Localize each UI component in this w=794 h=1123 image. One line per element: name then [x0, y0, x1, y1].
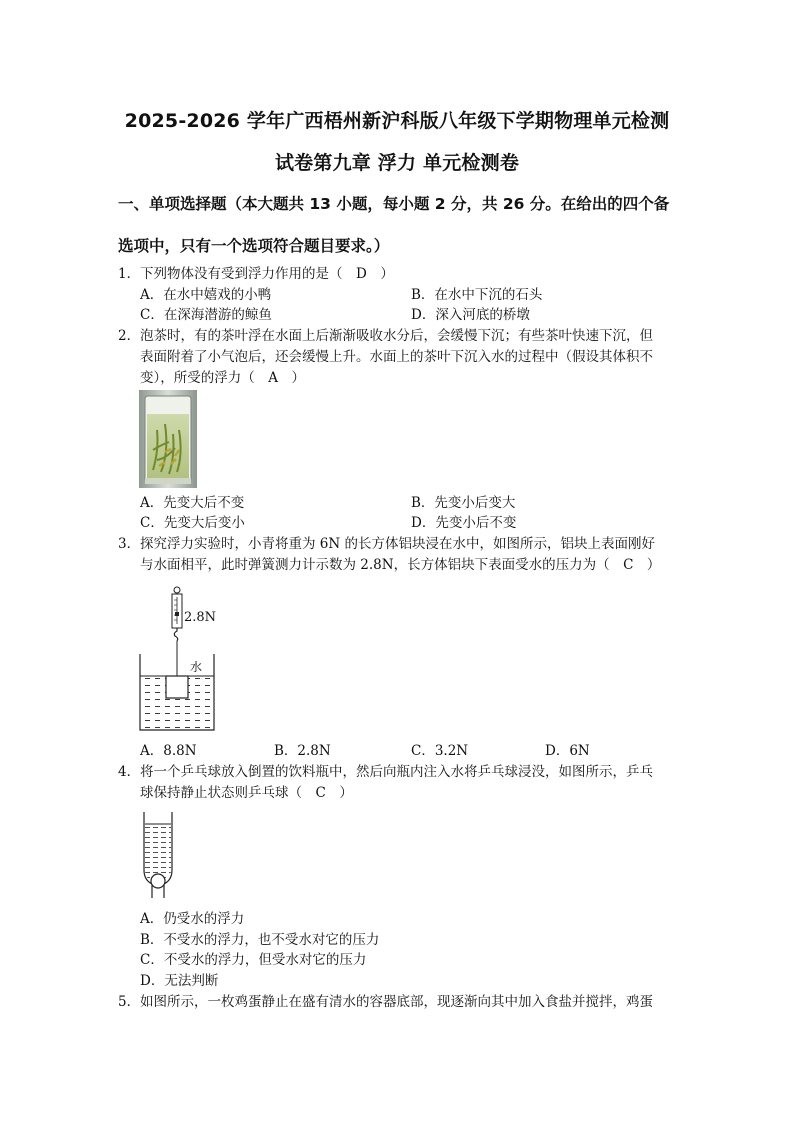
- option-b: B．不受水的浮力，也不受水对它的压力: [140, 932, 380, 948]
- question-stem-line1: 将一个乒乓球放入倒置的饮料瓶中，然后向瓶内注入水将乒乓球浸没，如图所示，乒乓: [140, 764, 653, 780]
- question-stem-line2: 球保持静止状态则乒乓球（ C ）: [140, 785, 353, 801]
- question-stem: 下列物体没有受到浮力作用的是（ D ）: [140, 266, 394, 282]
- section-heading-line2: 选项中，只有一个选项符合题目要求。）: [118, 237, 390, 255]
- question-stem-line3: 变），所受的浮力（ A ）: [140, 370, 305, 386]
- question-number: 3．: [118, 536, 141, 552]
- question-number: 5．: [118, 994, 141, 1010]
- document-title-line2: 试卷第九章 浮力 单元检测卷: [274, 152, 520, 174]
- option-c: C．不受水的浮力，但受水对它的压力: [140, 952, 367, 968]
- water-label: 水: [190, 660, 203, 674]
- option-b: B．先变小后变大: [411, 495, 516, 511]
- section-heading-line1: 一、单项选择题（本大题共 13 小题，每小题 2 分，共 26 分。在给出的四个备: [118, 195, 670, 213]
- question-stem-line1: 如图所示，一枚鸡蛋静止在盛有清水的容器底部，现逐渐向其中加入食盐并搅拌，鸡蛋: [140, 994, 653, 1010]
- option-a: A．在水中嬉戏的小鸭: [140, 287, 272, 303]
- option-a: A．仍受水的浮力: [140, 911, 245, 927]
- question-number: 1．: [118, 266, 141, 282]
- tea-glass-photo: [139, 390, 197, 488]
- document-title-line1: 2025-2026 学年广西梧州新沪科版八年级下学期物理单元检测: [124, 110, 670, 132]
- question-stem-line1: 泡茶时，有的茶叶浮在水面上后渐渐吸收水分后，会缓慢下沉；有些茶叶快速下沉，但: [140, 328, 653, 344]
- option-d: D．深入河底的桥墩: [411, 307, 530, 323]
- option-d: D．无法判断: [140, 973, 219, 989]
- option-a: A．先变大后不变: [140, 495, 245, 511]
- question-stem-line2: 表面附着了小气泡后，还会缓慢上升。水面上的茶叶下沉入水的过程中（假设其体积不: [140, 349, 653, 365]
- option-b: B．在水中下沉的石头: [411, 287, 543, 303]
- question-stem-line1: 探究浮力实验时，小青将重为 6N 的长方体铝块浸在水中，如图所示，铝块上表面刚好: [140, 536, 655, 552]
- option-c: C．先变大后变小: [140, 515, 245, 531]
- question-number: 2．: [118, 328, 141, 344]
- option-d: D．6N: [545, 743, 590, 759]
- option-a: A．8.8N: [140, 743, 197, 759]
- inverted-bottle-figure: [136, 810, 182, 902]
- question-stem-line2: 与水面相平，此时弹簧测力计示数为 2.8N，长方体铝块下表面受水的压力为（ C ）: [140, 557, 661, 573]
- question-number: 4．: [118, 764, 141, 780]
- spring-scale-figure: [134, 584, 234, 734]
- option-c: C．在深海潜游的鲸鱼: [140, 307, 272, 323]
- scale-reading-label: 2.8N: [184, 610, 217, 625]
- option-c: C．3.2N: [411, 743, 469, 759]
- option-b: B．2.8N: [274, 743, 331, 759]
- option-d: D．先变小后不变: [411, 515, 517, 531]
